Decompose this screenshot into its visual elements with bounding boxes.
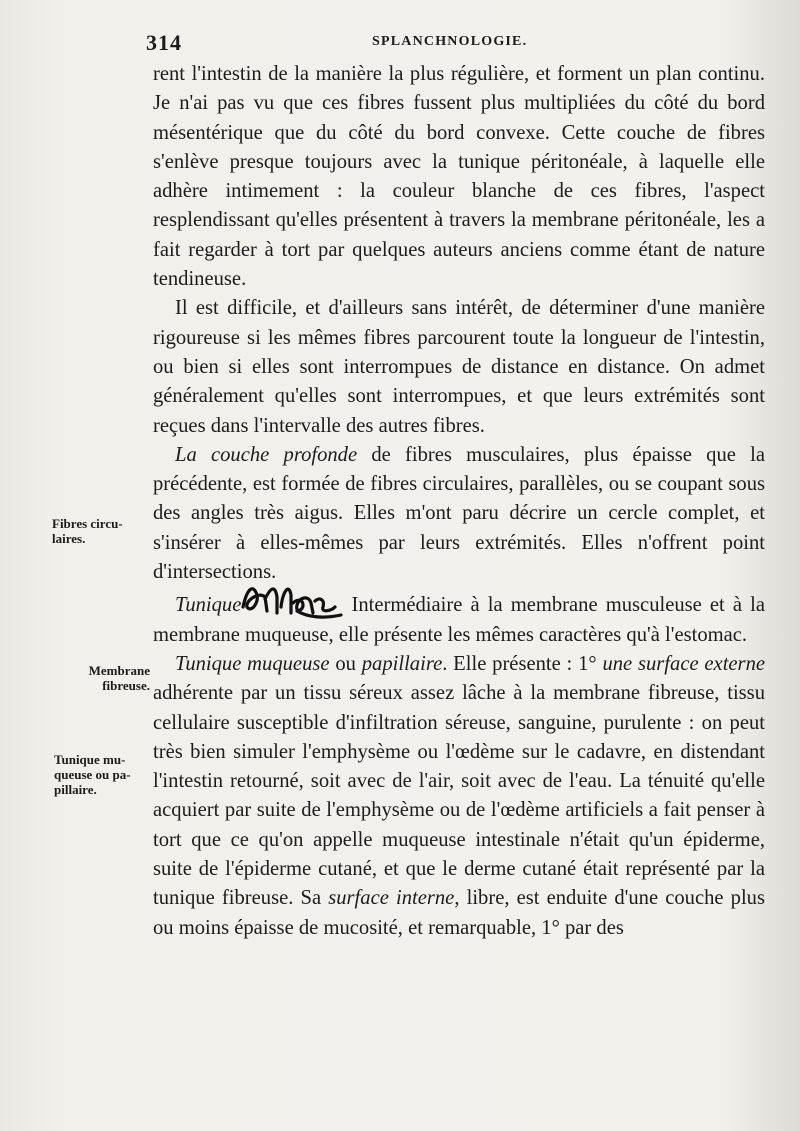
- paragraph-5-italic-2: papillaire: [361, 652, 443, 675]
- margin-note-fibres-circulaires: Fibres circu-laires.: [52, 516, 123, 546]
- paragraph-5-text-1: ou: [329, 652, 362, 675]
- paragraph-5-text-3: adhérente par un tissu séreux assez lâche à la membrane fibreuse, tissu cellulaire susceptible d'infiltration séreuse, sanguine, purulente : on peut très bien simuler l'emphysème ou l'œdème sur le cadavre, en distendant l'intestin retourné, soit avec de l'air, soit avec de l'eau. La ténuité qu'elle acquiert par suite de l'emphysème ou de l'œdème artificiels a fait penser à tort que ce qu'on appelle muqueuse intestinale n'était qu'un épiderme, suite de l'épiderme cutané, et que le derme cutané était représenté par la tunique fibreuse. Sa: [153, 682, 765, 910]
- paragraph-5-text-2: . Elle présente : 1°: [442, 652, 603, 675]
- section-title: SPLANCHNOLOGIE.: [372, 34, 528, 49]
- paragraph-2: Il est difficile, et d'ailleurs sans intérêt, de déterminer d'une manière rigoureuse si les mêmes fibres parcourent toute la longueur de l'intestin, ou bien si elles sont interrompues de distance en distance. On admet généralement qu'elles sont interrompues, et que leurs extrémités sont reçues dans l'intervalle des autres fibres.: [153, 297, 765, 437]
- paragraph-3: [153, 441, 765, 587]
- margin-note-tunique-muqueuse: Tunique mu-queuse ou pa-pillaire.: [54, 752, 131, 797]
- paragraph-3-lead: La couche profonde: [175, 443, 358, 466]
- paragraph-5-text-4: , libre, est enduite d'une couche plus ou moins épaisse de mucosité, et remarquable, 1° par des: [153, 887, 765, 939]
- margin-note-membrane-fibreuse: Membrane fibreuse.: [88, 663, 150, 693]
- paragraph-4-text: Intermédiaire à la membrane musculeuse et à la membrane muqueuse, elle présente les mêmes caractères qu'à l'estomac.: [153, 594, 765, 646]
- body-text: [153, 60, 765, 943]
- paragraph-1: rent l'intestin de la manière la plus régulière, et forment un plan continu. Je n'ai pas vu que ces fibres fussent plus multipliées du côté du bord mésentérique que du côté du bord convexe. Cette couche de fibres s'enlève presque toujours avec la tunique péritonéale, à laquelle elle adhère intimement : la couleur blanche de ces fibres, l'aspect resplendissant qu'elles présentent à travers la membrane péritonéale, les a fait regarder à tort par quelques auteurs anciens comme étant de nature tendineuse.: [153, 63, 765, 291]
- page-number: 314: [146, 30, 182, 55]
- paragraph-5-italic-4: surface interne: [328, 887, 455, 910]
- paragraph-3-text: de fibres musculaires, plus épaisse que la précédente, est formée de fibres circulaires, parallèles, ou se coupant sous des angles très aigus. Elles m'ont paru décrire un cercle complet, et s'insérer à elles-mêmes par leurs extrémités. Elles n'offrent point d'intersections.: [153, 443, 765, 584]
- paragraph-5-lead: Tunique muqueuse: [175, 652, 330, 675]
- paragraph-5: [153, 650, 765, 943]
- paragraph-4: [153, 587, 765, 650]
- handwritten-signature: [243, 587, 343, 615]
- running-head: [146, 30, 766, 60]
- paragraph-5-italic-3: une surface externe: [602, 652, 766, 675]
- paragraph-4-lead: Tunique: [175, 594, 242, 617]
